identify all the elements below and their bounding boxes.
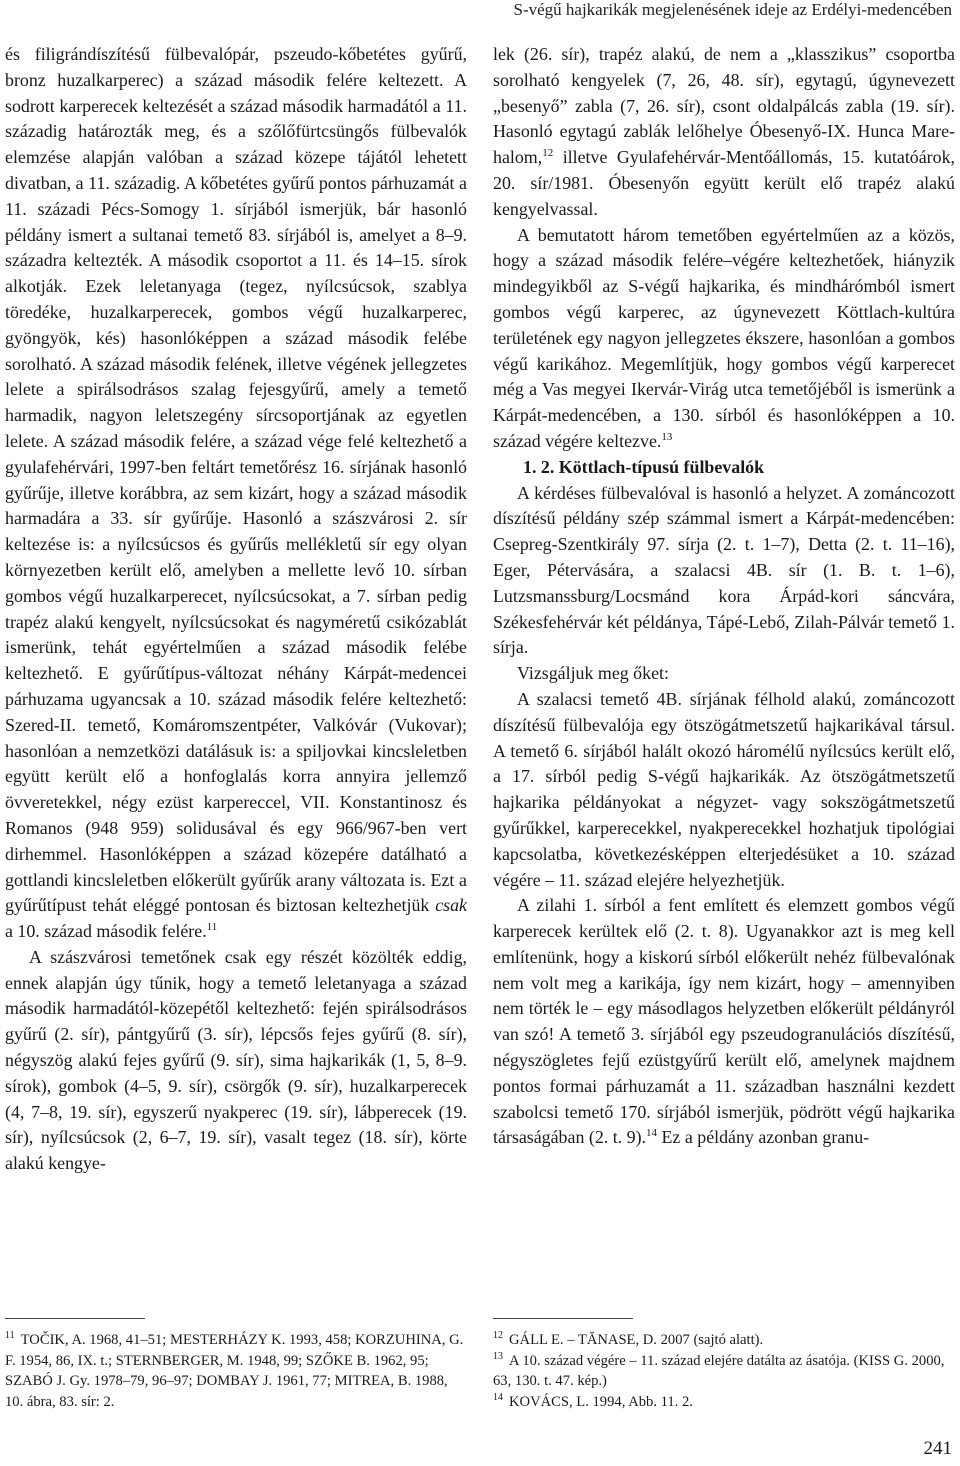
right-paragraph-2: A bemutatott három temetőben egyértelműen az a közös, hogy a század második felére–végére keltezhetőek, hiányzik mindegyikből az S-végű hajkarika, és mindhárómból ismert gombos végű karperec, az úgynevezett Köttlach-kultúra területének egy nagyon jellegzetes ékszere, hasonlóan a gombos végű karikához. Megemlítjük, hogy gombos végű karperecet még a Vas megyei Ikervár-Virág utca temetőjéből is ismerünk a Kárpát-medencében, a 130. sírból és hasonlóképpen a 10. század végére keltezve.$^{13}$ (493, 224, 955, 451)
footnote-rule-right (493, 1318, 633, 1319)
footnote-ref-14[interactable]: 14 (646, 1127, 658, 1140)
right-paragraph-1: lek (26. sír), trapéz alakú, de nem a „klasszikus” csoportba sorolható kengyelek (7, 26, 48. sír), egytagú, úgynevezett „besenyő” zabla (7, 26. sír), csont oldalpálcás zabla (19. sír). Hasonló egytagú zablák lelőhelye Óbesenyő-IX. Hunca Mare-halom,$^{12}$ illetve Gyulafehérvár-Mentőállomás, 15. kutatóárok, 20. sír/1981. Óbesenyőn együtt került elő trapéz alakú kengyelvassal. (493, 44, 955, 219)
right-column (493, 42, 955, 1151)
footnote-13: $^{13}$ A 10. század végére – 11. század elejére datálta az ásatója. (KISS G. 2000, 63, 130. t. 47. kép.) (493, 1350, 945, 1389)
right-paragraph-3: A kérdéses fülbevalóval is hasonló a helyzet. A zománcozott díszítésű példány szép számmal ismert a Kárpát-medencében: Csepreg-Szentkirály 97. sírja (2. t. 1–7), Detta (2. t. 11–16), Eger, Pétervására, a szalacsi 4B. sír (1. B. t. 1–6), Lutzsmanssburg/Locsmánd kora Árpád-kori sáncvára, Székesfehérvár két példánya, Tápé-Lebő, Zilah-Pálvár temető 1. sírja. (493, 482, 955, 658)
right-paragraph-6: A zilahi 1. sírból a fent említett és elemzett gombos végű karperecek kerültek elő (2. t. 8). Ugyanakkor azt is meg kell említenünk, hogy a kiskorú sírból előkerült nehéz fülbevalónak nem volt meg a karikája, így nem kizárt, hogy – amennyiben nem törték le – egy másodlagos helyzetben előkerült példányról van szó! A temető 3. sírjából egy pszeudogranulációs díszítésű, négyszögletes fejű ezüstgyűrű került elő, amelynek majdnem pontos formai párhuzamát a 11. században használni kezdett szabolcsi temető 170. sírjából ismerjük, pödrött végű hajkarika társaságában (2. t. 9).$^{14}$ Ez a példány azonban granu- (493, 895, 955, 1148)
running-head: S-végű hajkarikák megjelenésének ideje az Erdélyi-medencében (513, 0, 952, 19)
footnote-11: $^{11}$ TOČIK, A. 1968, 41–51; MESTERHÁZY K. 1993, 458; KORZUHINA, G. F. 1954, 86, IX. t.; STERNBERGER, M. 1948, 99; SZŐKE B. 1962, 95; SZABÓ J. Gy. 1978–79, 96–97; DOMBAY J. 1961, 77; MITREA, B. 1988, 10. ábra, 83. sír: 2. (5, 1330, 464, 1410)
footnote-12: $^{12}$ GÁLL E. – TĂNASE, D. 2007 (sajtó alatt). (493, 1330, 764, 1348)
footnote-ref-11[interactable]: 11 (206, 921, 218, 934)
left-paragraph-1: és filigrándíszítésű fülbevalópár, pszeudo-kőbetétes gyűrű, bronz huzalkarperec) a század második felére keltezett. A sodrott karperecek keltezését a század második harmadától a 11. századig határozták meg, és a szőlőfürtcsüngős fülbevalók elemzése alapján valóban a század közepe tájától lehetett divatban, a 11. századig. A kőbetétes gyűrű pontos párhuzamát a 11. századi Pécs-Somogy 1. sírjából ismerjük, bár hasonló példány ismert a sultanai temető 83. sírjából is, amelyet a 8–9. századra keltezték. A második csoportot a 11. és 14–15. sírok alkotják. Ezek leletanyaga (tegez, nyílcsúcsok, szablya töredéke, huzalkarperecek, gombos végű huzalkarperec, gyöngyök, kés) hasonlóképpen a század második felébe sorolható. A század második felének, illetve végének jellegzetes lelete a spirálsodrásos szalag fejesgyűrű, amely a temető harmadik, nagyon leletszegény sírcsoportjának az egyetlen lelete. A század második felére, a század vége felé keltezhető a gyulafehérvári, 1997-ben feltárt temetőrész 16. sírjának hasonló gyűrűje, illetve korábbra, az sem kizárt, hogy a század második harmadára a 33. sír gyűrűje. Hasonló a szászvárosi 2. sír keltezése is: a nyílcsúcsos és gyűrűs mellékletű sír egy olyan környezetben került elő, amelyben a mellette levő 10. sírban gombos végű huzalkarperecet, nyílcsúcsokat, a 7. sírban pedig trapéz alakú kengyelt, nyílcsúcsokat és nagyméretű csikózablát ismerünk, tehát egyértelműen a század második felébe keltezhető. E gyűrűtípus-változat néhány Kárpát-medencei párhuzama ugyancsak a 10. század második felére keltezhető: Szered-II. temető, Komáromszentpéter, Valkóvár (Vukovar); hasonlóan a nemzetközi datálásuk is: a spiljovkai kincsleletben együtt került elő a honfoglalás korra annyira jellemző övveretekkel, négy ezüst karpereccel, VII. Konstantinosz és Romanos (948 959) solidusával és egy 966/967-ben vert dirhemmel. Hasonlóképpen a század közepére datálható a gottlandi kincsleletben előkerült gyűrűk arany változata is. Ezt a gyűrűtípust tehát eléggé pontosan és biztosan keltezhetjük csak a 10. század második felére.$^{11}$ (5, 44, 467, 942)
footnotes-right (493, 1330, 955, 1412)
right-paragraph-5: A szalacsi temető 4B. sírjának félhold alakú, zománcozott díszítésű fülbevalója egy ötszögátmetszetű hajkarikával társul. A temető 6. sírjából halált okozó háromélű nyílcsúcs került elő, a 17. sírból pedig S-végű hajkarikák. Az ötszögátmetszetű hajkarika példányokat a négyzet- vagy sokszögátmetszetű gyűrűkkel, karperecekkel, nyakperecekkel hozhatjuk tipológiai kapcsolatba, következésképpen elterjedésüket a 10. század végére – 11. század elejére helyezhetjük. (493, 688, 955, 890)
right-paragraph-4: Vizsgáljuk meg őket: (517, 663, 669, 684)
footnote-14: $^{14}$ KOVÁCS, L. 1994, Abb. 11. 2. (493, 1391, 693, 1410)
section-heading: 1. 2. Köttlach-típusú fülbevalók (523, 456, 765, 477)
footnote-ref-12[interactable]: 12 (542, 147, 554, 160)
left-column (5, 42, 467, 1177)
footnote-rule-left (5, 1318, 145, 1319)
footnotes-left (5, 1330, 467, 1412)
page-number: 241 (923, 1438, 952, 1459)
footnote-ref-13[interactable]: 13 (661, 430, 673, 443)
left-paragraph-2: A szászvárosi temetőnek csak egy részét közölték eddig, ennek alapján úgy tűnik, hogy a temető leletanyaga a század második harmadától-közepétől keltezhető: fején spirálsodrásos gyűrű (2. sír), pántgyűrű (3. sír), lépcsős fejes gyűrű (8. sír), négyszög alakú fejes gyűrű (9. sír), sima hajkarikák (1, 5, 8–9. sírok), gombok (4–5, 9. sír), csörgők (9. sír), huzalkarperecek (4, 7–8, 19. sír), egyszerű nyakperec (19. sír), lábperecek (19. sír), nyílcsúcsok (2, 6–7, 19. sír), vasalt tegez (18. sír), körte alakú kengye- (5, 946, 467, 1174)
